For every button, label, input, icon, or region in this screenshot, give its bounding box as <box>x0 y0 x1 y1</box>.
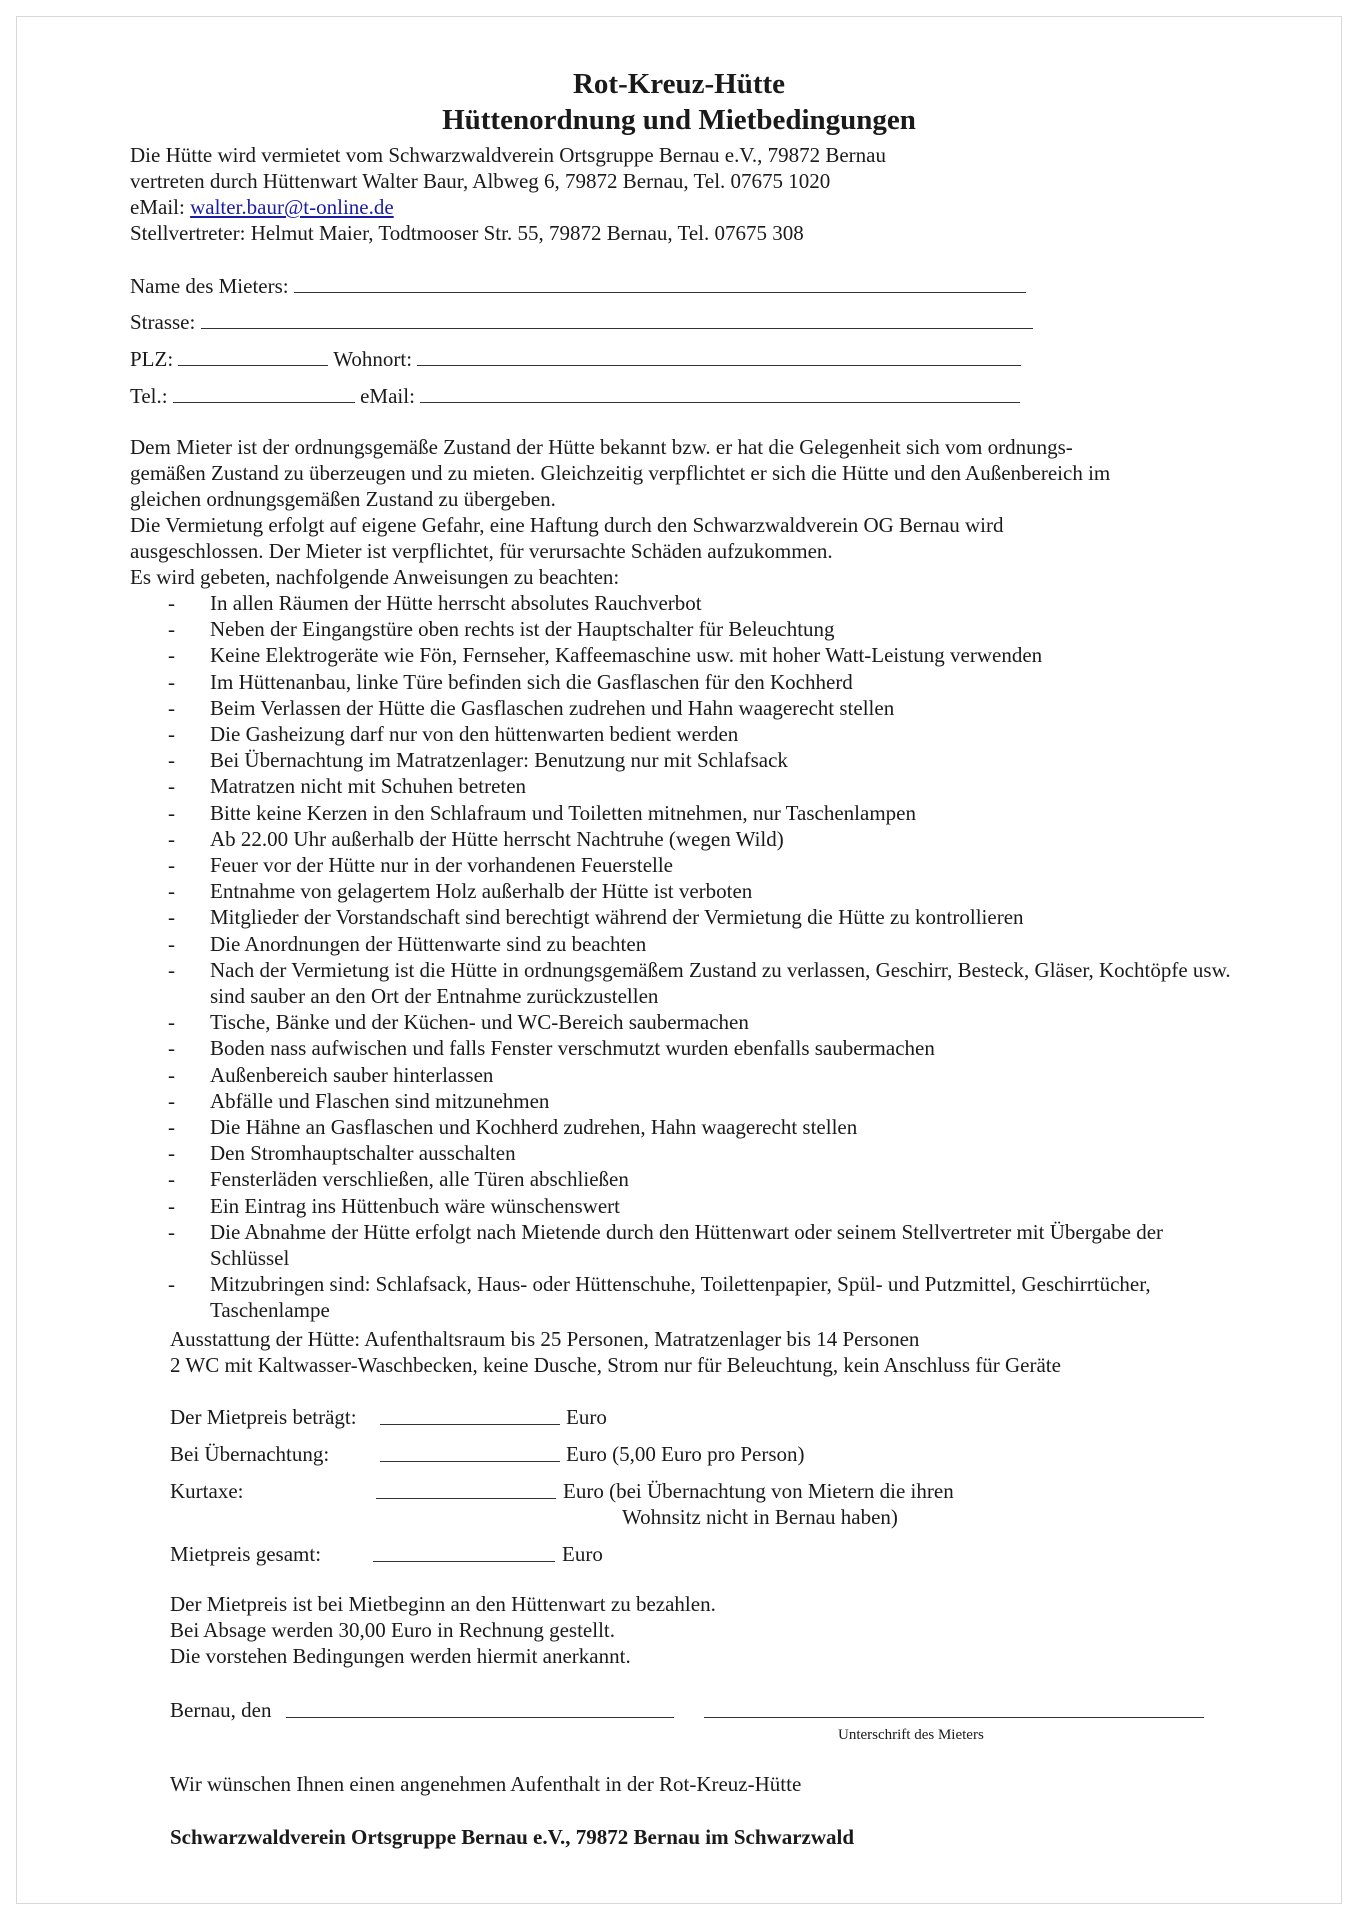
email-link[interactable]: walter.baur@t-online.de <box>190 195 394 219</box>
payment-line: Der Mietpreis ist bei Mietbeginn an den Hüttenwart zu bezahlen. <box>170 1592 716 1616</box>
rule-text: Beim Verlassen der Hütte die Gasflaschen zudrehen und Hahn waagerecht stellen <box>210 695 895 720</box>
rule-text: Neben der Eingangstüre oben rechts ist der Hauptschalter für Beleuchtung <box>210 617 835 642</box>
intro-line: Dem Mieter ist der ordnungsgemäße Zustand der Hütte bekannt bzw. er hat die Gelegenheit sich vom ordnungs- <box>130 435 1073 459</box>
rule-item <box>168 852 1238 878</box>
rule-item <box>168 616 1238 642</box>
acceptance-line: Die vorstehen Bedingungen werden hiermit anerkannt. <box>170 1644 631 1668</box>
rule-text: Die Gasheizung darf nur von den hüttenwarten bedient werden <box>210 722 739 747</box>
overnight-field[interactable] <box>380 1441 560 1462</box>
intro-line: Es wird gebeten, nachfolgende Anweisungen zu beachten: <box>130 565 620 589</box>
bullet-dash: - <box>168 800 175 825</box>
bullet-dash: - <box>168 617 175 642</box>
rule-text: Bei Übernachtung im Matratzenlager: Benutzung nur mit Schlafsack <box>210 748 788 773</box>
intro-text <box>130 434 1110 590</box>
total-field[interactable] <box>373 1541 555 1562</box>
intro-line: Die Vermietung erfolgt auf eigene Gefahr, eine Haftung durch den Schwarzwaldverein OG Bernau wird <box>130 513 1004 537</box>
plz-field[interactable] <box>178 345 328 366</box>
rent-label: Der Mietpreis beträgt: <box>170 1405 357 1429</box>
bullet-dash: - <box>168 931 175 956</box>
rule-text: Keine Elektrogeräte wie Fön, Fernseher, Kaffeemaschine usw. mit hoher Watt-Leistung verwenden <box>210 643 1043 668</box>
tel-email-row <box>130 382 1020 410</box>
warden-line: vertreten durch Hüttenwart Walter Baur, Albweg 6, 79872 Bernau, Tel. 07675 1020 <box>130 169 831 193</box>
intro-line: gleichen ordnungsgemäßen Zustand zu übergeben. <box>130 487 556 511</box>
document-title: Rot-Kreuz-Hütte <box>572 68 786 100</box>
tel-field[interactable] <box>173 382 355 403</box>
rule-text: Im Hüttenanbau, linke Türe befinden sich die Gasflaschen für den Kochherd <box>210 669 853 694</box>
bullet-dash: - <box>168 1115 175 1140</box>
email-label: eMail: <box>130 195 191 219</box>
rule-text: Matratzen nicht mit Schuhen betreten <box>210 774 527 799</box>
rule-item <box>168 1219 1238 1271</box>
bullet-dash: - <box>168 695 175 720</box>
rule-text: Ab 22.00 Uhr außerhalb der Hütte herrscht Nachtruhe (wegen Wild) <box>210 826 784 851</box>
bullet-dash: - <box>168 957 175 982</box>
equipment-line: 2 WC mit Kaltwasser-Waschbecken, keine Dusche, Strom nur für Beleuchtung, kein Anschluss für Geräte <box>170 1353 1061 1377</box>
rule-text: Außenbereich sauber hinterlassen <box>210 1062 494 1087</box>
rule-item <box>168 878 1238 904</box>
rule-text: Mitglieder der Vorstandschaft sind berechtigt während der Vermietung die Hütte zu kontrollieren <box>210 905 1024 930</box>
bullet-dash: - <box>168 1141 175 1166</box>
rule-text: Boden nass aufwischen und falls Fenster verschmutzt wurden ebenfalls saubermachen <box>210 1036 935 1061</box>
rule-text: Feuer vor der Hütte nur in der vorhandenen Feuerstelle <box>210 853 674 878</box>
rule-text: Die Abnahme der Hütte erfolgt nach Mietende durch den Hüttenwart oder seinem Stellvertreter mit Übergabe der Schlüssel <box>210 1219 1164 1271</box>
rent-field[interactable] <box>380 1404 560 1425</box>
rule-item <box>168 1088 1238 1114</box>
bullet-dash: - <box>168 879 175 904</box>
name-field-row <box>130 272 1026 300</box>
street-field[interactable] <box>201 308 1033 329</box>
bullet-dash: - <box>168 853 175 878</box>
rule-item <box>168 1035 1238 1061</box>
rule-item <box>168 747 1238 773</box>
rule-item <box>168 1062 1238 1088</box>
equipment-line: Ausstattung der Hütte: Aufenthaltsraum bis 25 Personen, Matratzenlager bis 14 Personen <box>170 1327 920 1351</box>
rule-item <box>168 1166 1238 1192</box>
bullet-dash: - <box>168 905 175 930</box>
intro-line: gemäßen Zustand zu überzeugen und zu mieten. Gleichzeitig verpflichtet er sich die Hütte und den Außenbereich im <box>130 461 1111 485</box>
rule-item <box>168 800 1238 826</box>
overnight-label: Bei Übernachtung: <box>170 1442 330 1466</box>
rule-text: Die Hähne an Gasflaschen und Kochherd zudrehen, Hahn waagerecht stellen <box>210 1115 858 1140</box>
rule-text: Die Anordnungen der Hüttenwarte sind zu beachten <box>210 931 647 956</box>
bullet-dash: - <box>168 722 175 747</box>
bullet-dash: - <box>168 1062 175 1087</box>
rule-item <box>168 931 1238 957</box>
rule-text: Abfälle und Flaschen sind mitzunehmen <box>210 1088 550 1113</box>
tax-unit-note: Wohnsitz nicht in Bernau haben) <box>622 1505 898 1529</box>
total-label: Mietpreis gesamt: <box>170 1542 322 1566</box>
rules-list <box>168 590 1238 1324</box>
rule-item <box>168 904 1238 930</box>
closing-wish: Wir wünschen Ihnen einen angenehmen Aufenthalt in der Rot-Kreuz-Hütte <box>170 1772 802 1796</box>
document-subtitle: Hüttenordnung und Mietbedingungen <box>442 104 916 136</box>
bullet-dash: - <box>168 643 175 668</box>
title-block <box>0 66 1358 138</box>
rule-text: Den Stromhauptschalter ausschalten <box>210 1141 516 1166</box>
rule-item <box>168 1140 1238 1166</box>
bullet-dash: - <box>168 591 175 615</box>
rule-item <box>168 669 1238 695</box>
intro-line: ausgeschlossen. Der Mieter ist verpflichtet, für verursachte Schäden aufzukommen. <box>130 539 833 563</box>
signature-caption: Unterschrift des Mieters <box>838 1727 984 1743</box>
street-field-row <box>130 308 1033 336</box>
bullet-dash: - <box>168 1193 175 1218</box>
overnight-unit: Euro (5,00 Euro pro Person) <box>566 1442 805 1466</box>
bullet-dash: - <box>168 1010 175 1035</box>
rule-item <box>168 695 1238 721</box>
street-label: Strasse: <box>130 310 196 334</box>
rule-text: Entnahme von gelagertem Holz außerhalb der Hütte ist verboten <box>210 879 753 904</box>
name-label: Name des Mieters: <box>130 274 289 298</box>
tax-label: Kurtaxe: <box>170 1479 244 1503</box>
rule-item <box>168 1271 1238 1323</box>
bullet-dash: - <box>168 1219 175 1244</box>
bullet-dash: - <box>168 748 175 773</box>
bullet-dash: - <box>168 669 175 694</box>
plz-city-row <box>130 345 1021 373</box>
rule-text: Bitte keine Kerzen in den Schlafraum und Toiletten mitnehmen, nur Taschenlampen <box>210 800 916 825</box>
rule-text: In allen Räumen der Hütte herrscht absolutes Rauchverbot <box>210 591 702 615</box>
city-field[interactable] <box>417 345 1021 366</box>
rule-item <box>168 590 1238 616</box>
rule-text: Ein Eintrag ins Hüttenbuch wäre wünschenswert <box>210 1193 620 1218</box>
tel-label: Tel.: <box>130 384 168 408</box>
place-date-label: Bernau, den <box>170 1698 272 1722</box>
contact-block <box>130 142 886 246</box>
city-label: Wohnort: <box>333 347 413 371</box>
payment-text <box>170 1591 716 1669</box>
plz-label: PLZ: <box>130 347 174 371</box>
signature-field[interactable] <box>704 1697 1204 1718</box>
tax-unit: Euro (bei Übernachtung von Mietern die ihren <box>563 1479 954 1503</box>
equipment-text <box>170 1326 1061 1378</box>
rule-text: Fensterläden verschließen, alle Türen abschließen <box>210 1167 629 1192</box>
bullet-dash: - <box>168 826 175 851</box>
tax-field[interactable] <box>376 1478 556 1499</box>
rule-item <box>168 826 1238 852</box>
rule-item <box>168 721 1238 747</box>
bullet-dash: - <box>168 1167 175 1192</box>
rule-item <box>168 1009 1238 1035</box>
rule-item <box>168 957 1238 1009</box>
name-field[interactable] <box>294 272 1026 293</box>
rule-text: Mitzubringen sind: Schlafsack, Haus- oder Hüttenschuhe, Toilettenpapier, Spül- und Putzmittel, Geschirrtücher, Taschenlampe <box>210 1272 1151 1323</box>
date-field[interactable] <box>286 1697 674 1718</box>
rule-item <box>168 1114 1238 1140</box>
rule-item <box>168 773 1238 799</box>
rent-unit: Euro <box>566 1405 607 1429</box>
email-line <box>130 194 886 220</box>
total-unit: Euro <box>562 1542 603 1566</box>
contact-email-field[interactable] <box>420 382 1020 403</box>
rule-item <box>168 642 1238 668</box>
deputy-line: Stellvertreter: Helmut Maier, Todtmooser Str. 55, 79872 Bernau, Tel. 07675 308 <box>130 221 804 245</box>
lessor-line: Die Hütte wird vermietet vom Schwarzwaldverein Ortsgruppe Bernau e.V., 79872 Bernau <box>130 143 886 167</box>
rule-item <box>168 1193 1238 1219</box>
bullet-dash: - <box>168 1088 175 1113</box>
rule-text: Tische, Bänke und der Küchen- und WC-Bereich saubermachen <box>210 1010 749 1035</box>
contact-email-label: eMail: <box>360 384 415 408</box>
cancellation-line: Bei Absage werden 30,00 Euro in Rechnung gestellt. <box>170 1618 615 1642</box>
bullet-dash: - <box>168 1272 175 1297</box>
bullet-dash: - <box>168 1036 175 1061</box>
bullet-dash: - <box>168 774 175 799</box>
rule-text: Nach der Vermietung ist die Hütte in ordnungsgemäßem Zustand zu verlassen, Geschirr, Besteck, Gläser, Kochtöpfe usw. sind sauber an den Ort der Entnahme zurückzustellen <box>210 957 1231 1009</box>
footer-organization: Schwarzwaldverein Ortsgruppe Bernau e.V., 79872 Bernau im Schwarzwald <box>170 1825 855 1849</box>
